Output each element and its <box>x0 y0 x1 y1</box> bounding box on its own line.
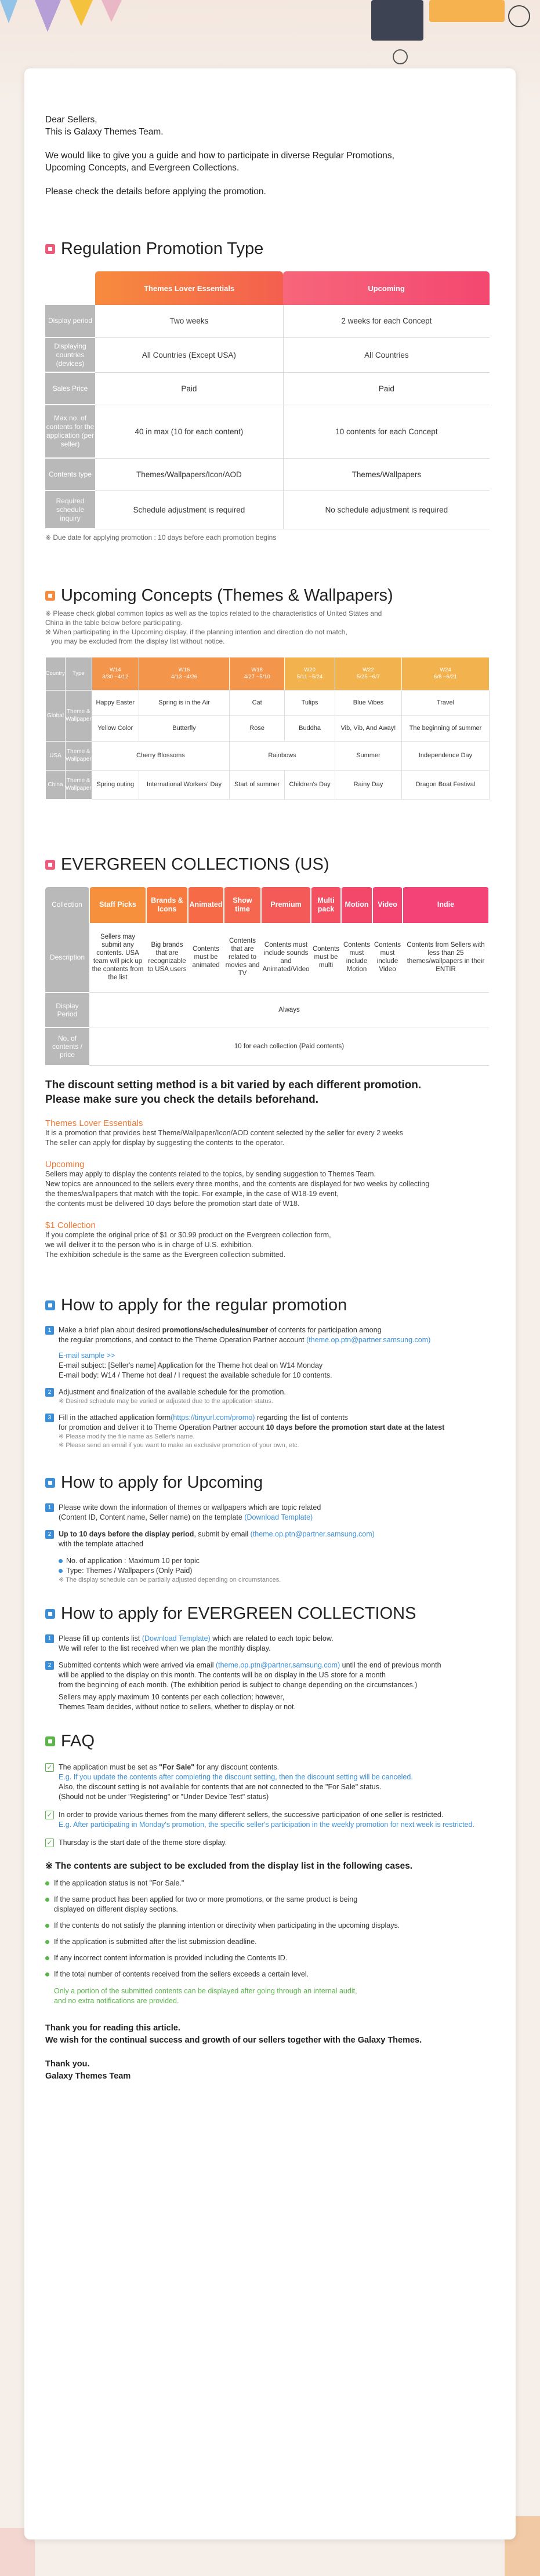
step-text: regarding the list of contents <box>255 1413 348 1422</box>
one-dollar-text-2: we will deliver it to the person who is in charge of U.S. exhibition. <box>45 1240 253 1249</box>
table-row <box>46 770 490 799</box>
topic-cell: Cherry Blossoms <box>92 741 229 770</box>
row-label: Display period <box>45 305 95 337</box>
cell: Themes/Wallpapers/Icon/AOD <box>95 458 283 491</box>
regulation-table <box>45 271 490 529</box>
evergreen-section <box>45 855 492 1066</box>
faq-item <box>45 1763 492 1802</box>
section-bullet-icon <box>45 244 55 254</box>
country-label: Global <box>46 690 66 741</box>
discount-lead-2: Please make sure you check the details beforehand. <box>45 1093 318 1106</box>
country-label: USA <box>46 741 66 770</box>
partner-email-link[interactable]: (theme.op.ptn@partner.samsung.com) <box>215 1661 340 1669</box>
email-sample-label: E-mail sample >> <box>59 1351 115 1360</box>
cell: Big brands that are recognizable to USA users <box>146 923 188 993</box>
tle-text-2: The seller can apply for display by suggesting the contents to the operator. <box>45 1138 285 1147</box>
step-text: Submitted contents which were arrived via email <box>59 1661 216 1669</box>
col-upcoming: Upcoming <box>283 271 490 305</box>
upcoming-title <box>45 586 492 605</box>
table-row <box>45 1027 489 1066</box>
one-dollar-title: $1 Collection <box>45 1220 96 1230</box>
regular-apply-section <box>45 1296 492 1450</box>
tle-text: It is a promotion that provides best Theme/Wallpaper/Icon/AOD content selected by the seller for every 2 weeks <box>45 1128 403 1137</box>
bullet-icon <box>45 1881 49 1885</box>
check-icon: ✓ <box>45 1839 54 1847</box>
step-text: will be applied to the display on this month. The contents will be on display in the US store for a month <box>59 1670 386 1679</box>
header-country: Country <box>46 657 66 690</box>
faq-item <box>45 1838 492 1848</box>
row-label: Contents type <box>45 458 95 491</box>
one-dollar-text-3: The exhibition schedule is the same as the Evergreen collection submitted. <box>45 1250 286 1259</box>
topic-cell: Happy Easter <box>92 690 139 715</box>
step-emphasis: promotions/schedules/number <box>162 1325 269 1334</box>
week-header: W22 5/25 ~6/7 <box>335 657 401 690</box>
header-collection: Collection <box>45 887 89 923</box>
topic-cell: Rose <box>230 715 285 741</box>
section-bullet-icon <box>45 860 55 870</box>
faq-text: for any discount contents. <box>194 1763 280 1771</box>
evergreen-apply-title <box>45 1604 492 1623</box>
table-row <box>45 923 489 993</box>
check-icon: ✓ <box>45 1763 54 1772</box>
topic-cell: The beginning of summer <box>401 715 489 741</box>
collection-video: Video <box>372 887 403 923</box>
check-icon: ✓ <box>45 1811 54 1819</box>
step-text: (Content ID, Content name, Seller name) on the template <box>59 1513 245 1521</box>
section-bullet-icon <box>45 1736 55 1746</box>
closing-signature: Galaxy Themes Team <box>45 2071 131 2081</box>
audit-note-2: and no extra notifications are provided. <box>54 1996 179 2005</box>
upcoming-section <box>45 586 492 800</box>
faq-example: E.g. After participating in Monday's promotion, the specific seller's participation in the weekly promotion for next week is restricted. <box>59 1820 474 1829</box>
step-2 <box>45 1387 492 1406</box>
step-text: Please fill up contents list <box>59 1634 142 1643</box>
closing <box>45 2022 492 2083</box>
intro-paragraph-2: Upcoming Concepts, and Evergreen Collections. <box>45 163 240 173</box>
collection-staff-picks: Staff Picks <box>89 887 146 923</box>
upcoming-title-text: Upcoming Concepts (Themes & Wallpapers) <box>61 586 393 605</box>
step-number-icon: 1 <box>45 1634 54 1643</box>
greeting: Dear Sellers, <box>45 115 97 125</box>
table-row <box>45 458 490 491</box>
collection-show-time: Show time <box>224 887 261 923</box>
collection-multi-pack: Multi pack <box>311 887 341 923</box>
faq-title <box>45 1732 492 1751</box>
partner-email-link[interactable]: (theme.op.ptn@partner.samsung.com) <box>250 1529 375 1538</box>
topic-cell: Dragon Boat Festival <box>401 770 489 799</box>
cell: Contents from Sellers with less than 25 themes/wallpapers in their ENTIR <box>403 923 489 993</box>
cell: Two weeks <box>95 305 283 337</box>
faq-item <box>45 1810 492 1830</box>
upcoming-text: Sellers may apply to display the contents related to the topics, by sending suggestion to Themes Team. <box>45 1169 376 1178</box>
collection-animated: Animated <box>188 887 224 923</box>
regulation-title-text: Regulation Promotion Type <box>61 239 264 258</box>
step-text: Sellers may apply maximum 10 contents per each collection; however, <box>59 1692 285 1701</box>
upcoming-note-cont: China in the table below before participating. <box>45 619 183 627</box>
topic-cell: Independence Day <box>401 741 489 770</box>
collection-motion: Motion <box>341 887 372 923</box>
regulation-section <box>45 239 492 542</box>
step-1 <box>45 1503 492 1523</box>
step-text: Adjustment and finalization of the available schedule for the promotion. <box>59 1387 286 1396</box>
topic-cell: Vib, Vib, And Away! <box>335 715 401 741</box>
intro-instruction: Please check the details before applying the promotion. <box>45 187 266 197</box>
evergreen-table <box>45 887 490 1066</box>
step-text: We will refer to the list received when we plan the monthly display. <box>59 1644 271 1652</box>
faq-title-text: FAQ <box>61 1731 95 1750</box>
sender: This is Galaxy Themes Team. <box>45 127 164 137</box>
cell: Sellers may submit any contents. USA team will pick up the contents from the list <box>89 923 146 993</box>
topic-cell: Blue Vibes <box>335 690 401 715</box>
faq-text: In order to provide various themes from the many different sellers, the successive participation of one seller is restricted. <box>59 1810 444 1819</box>
intro <box>45 114 492 198</box>
step-text: the regular promotions, and contact to the Theme Operation Partner account <box>59 1335 307 1344</box>
discount-lead: The discount setting method is a bit varied by each different promotion. <box>45 1078 422 1091</box>
bullet-icon <box>45 1972 49 1976</box>
evergreen-title <box>45 855 492 874</box>
cell: Contents must be multi <box>311 923 341 993</box>
step-number-icon: 2 <box>45 1661 54 1670</box>
faq-emphasis: "For Sale" <box>159 1763 195 1771</box>
faq-example: E.g. If you update the contents after completing the discount setting, then the discount setting will be canceled. <box>59 1772 413 1781</box>
closing-signoff: Thank you. <box>45 2059 90 2069</box>
topic-cell: Travel <box>401 690 489 715</box>
table-row <box>45 993 489 1027</box>
step-text: , submit by email <box>194 1529 251 1538</box>
week-header: W24 6/8 ~6/21 <box>401 657 489 690</box>
collection-premium: Premium <box>261 887 311 923</box>
closing-thanks: Thank you for reading this article. <box>45 2023 180 2033</box>
topic-cell: Spring outing <box>92 770 139 799</box>
row-label: Max no. of contents for the application (per seller) <box>45 405 95 458</box>
type-label: Theme & Wallpaper <box>66 690 92 741</box>
table-row <box>46 690 490 715</box>
faq-section <box>45 1732 492 2006</box>
section-bullet-icon <box>45 591 55 601</box>
step-3 <box>45 1413 492 1450</box>
section-bullet-icon <box>45 1609 55 1619</box>
upcoming-subtitle: Upcoming <box>45 1159 85 1169</box>
topic-cell: Children's Day <box>285 770 335 799</box>
step-emphasis: Up to 10 days before the display period <box>59 1529 194 1538</box>
topic-cell: Tulips <box>285 690 335 715</box>
row-label: Displaying countries (devices) <box>45 337 95 372</box>
list-item: Type: Themes / Wallpapers (Only Paid) <box>59 1566 375 1576</box>
step-text: Please write down the information of themes or wallpapers which are topic related <box>59 1503 321 1512</box>
step-text: Themes Team decides, without notice to sellers, whether to display or not. <box>59 1702 296 1711</box>
step-note: ※ The display schedule can be partially adjusted depending on circumstances. <box>59 1576 281 1583</box>
bullet-icon <box>59 1559 63 1563</box>
upcoming-text-2: New topics are announced to the sellers every three months, and the contents are displayed for two weeks by collecting <box>45 1179 430 1188</box>
table-row <box>45 405 490 458</box>
upcoming-note-2: ※ When participating in the Upcoming display, if the planning intention and direction do not match, <box>45 628 347 636</box>
step-text: of contents for participation among <box>268 1325 382 1334</box>
one-dollar-text: If you complete the original price of $1 or $0.99 product on the Evergreen collection form, <box>45 1230 331 1239</box>
collection-brands-icons: Brands & Icons <box>146 887 188 923</box>
step-text: for promotion and deliver it to Theme Operation Partner account <box>59 1423 266 1431</box>
list-item: If the total number of contents received from the sellers exceeds a certain level. <box>45 1970 492 1979</box>
closing-wish: We wish for the continual success and growth of our sellers together with the Galaxy Themes. <box>45 2035 422 2045</box>
week-header: W18 4/27 ~5/10 <box>230 657 285 690</box>
cell: All Countries <box>283 337 490 372</box>
cell: Contents must include Video <box>372 923 403 993</box>
step-note: ※ Please modify the file name as Seller's name. <box>59 1433 195 1440</box>
audit-note: Only a portion of the submitted contents can be displayed after going through an internal audit, <box>54 1986 357 1995</box>
col-themes-lover: Themes Lover Essentials <box>95 271 283 305</box>
row-label: Sales Price <box>45 372 95 405</box>
faq-text: Also, the discount setting is not available for contents that are not connected to the "For Sale" status. <box>59 1782 382 1791</box>
cell: Always <box>89 993 489 1027</box>
type-label: Theme & Wallpaper <box>66 741 92 770</box>
bullet-icon <box>59 1569 63 1573</box>
regulation-title <box>45 239 492 259</box>
topic-cell: Rainbows <box>230 741 335 770</box>
download-template-link[interactable]: (Download Template) <box>244 1513 313 1521</box>
exclusion-title: ※ The contents are subject to be excluded from the display list in the following cases. <box>45 1861 413 1871</box>
step-note: ※ Please send an email if you want to make an exclusive promotion of your own, etc. <box>59 1441 299 1449</box>
cell: 10 for each collection (Paid contents) <box>89 1027 489 1066</box>
step-note: ※ Desired schedule may be varied or adjusted due to the application status. <box>59 1397 273 1405</box>
step-number-icon: 2 <box>45 1530 54 1539</box>
week-header: W14 3/30 ~4/12 <box>92 657 139 690</box>
table-row <box>45 305 490 337</box>
topic-cell: Buddha <box>285 715 335 741</box>
table-row <box>45 372 490 405</box>
list-item: If the same product has been applied for two or more promotions, or the same product is being displayed on different display sections. <box>45 1895 492 1914</box>
list-item: No. of application : Maximum 10 per topic <box>59 1556 375 1566</box>
cell: Paid <box>95 372 283 405</box>
cell: Themes/Wallpapers <box>283 458 490 491</box>
cell: Schedule adjustment is required <box>95 491 283 529</box>
row-label: Display Period <box>45 993 89 1027</box>
cell: Contents must include sounds and Animated/Video <box>261 923 311 993</box>
download-template-link[interactable]: (Download Template) <box>142 1634 211 1643</box>
table-row <box>46 741 490 770</box>
week-header: W20 5/11 ~5/24 <box>285 657 335 690</box>
upcoming-apply-title-text: How to apply for Upcoming <box>61 1473 263 1492</box>
faq-text: (Should not be under "Registering" or "Under Device Test" status) <box>59 1792 269 1801</box>
step-1 <box>45 1634 492 1654</box>
list-item: If any incorrect content information is provided including the Contents ID. <box>45 1953 492 1963</box>
step-text: with the template attached <box>59 1539 143 1548</box>
cell: 40 in max (10 for each content) <box>95 405 283 458</box>
section-bullet-icon <box>45 1300 55 1310</box>
regulation-note: ※ Due date for applying promotion : 10 days before each promotion begins <box>45 533 277 542</box>
country-label: China <box>46 770 66 799</box>
intro-paragraph: We would like to give you a guide and how to participate in diverse Regular Promotions, <box>45 151 394 161</box>
step-text: from the beginning of each month. (The exhibition period is subject to change depending on the circumstances.) <box>59 1680 418 1689</box>
cell: Paid <box>283 372 490 405</box>
tle-title: Themes Lover Essentials <box>45 1118 143 1128</box>
application-form-link[interactable]: (https://tinyurl.com/promo) <box>171 1413 255 1422</box>
cell: No schedule adjustment is required <box>283 491 490 529</box>
step-number-icon: 2 <box>45 1388 54 1397</box>
cell: Contents must include Motion <box>341 923 372 993</box>
cell: All Countries (Except USA) <box>95 337 283 372</box>
step-number-icon: 1 <box>45 1326 54 1335</box>
faq-text: Thursday is the start date of the theme store display. <box>59 1838 227 1847</box>
row-label: No. of contents / price <box>45 1027 89 1066</box>
step-text: which are related to each topic below. <box>210 1634 334 1643</box>
step-text: Fill in the attached application form <box>59 1413 171 1422</box>
cell: 10 contents for each Concept <box>283 405 490 458</box>
collection-indie: Indie <box>403 887 489 923</box>
step-2 <box>45 1529 492 1585</box>
header-type: Type <box>66 657 92 690</box>
row-label: Description <box>45 923 89 993</box>
step-emphasis: 10 days before the promotion start date at the latest <box>266 1423 445 1431</box>
row-label: Required schedule inquiry <box>45 491 95 529</box>
email-sample-subject: E-mail subject: [Seller's name] Application for the Theme hot deal on W14 Monday <box>59 1361 323 1369</box>
table-row <box>46 715 490 741</box>
bullet-icon <box>45 1956 49 1960</box>
cell: Contents must be animated <box>188 923 224 993</box>
regular-apply-title-text: How to apply for the regular promotion <box>61 1295 347 1314</box>
table-row <box>45 491 490 529</box>
section-bullet-icon <box>45 1478 55 1488</box>
upcoming-apply-title <box>45 1473 492 1492</box>
bullet-icon <box>45 1924 49 1928</box>
step-number-icon: 3 <box>45 1414 54 1422</box>
topic-cell: Summer <box>335 741 401 770</box>
upcoming-note-2-cont: you may be excluded from the display list without notice. <box>51 637 225 645</box>
list-item: If the application is submitted after the list submission deadline. <box>45 1937 492 1947</box>
topic-cell: Cat <box>230 690 285 715</box>
newsletter-page <box>24 68 516 2539</box>
regular-apply-title <box>45 1296 492 1315</box>
email-sample-body: E-mail body: W14 / Theme hot deal / I request the available schedule for 10 contents. <box>59 1371 332 1379</box>
discount-section <box>45 1078 492 1260</box>
cell: 2 weeks for each Concept <box>283 305 490 337</box>
topic-cell: Start of summer <box>230 770 285 799</box>
upcoming-text-4: the contents must be delivered 10 days before the promotion start date of W18. <box>45 1199 300 1208</box>
upcoming-table <box>45 657 490 800</box>
bullet-icon <box>45 1898 49 1902</box>
topic-cell: International Workers' Day <box>139 770 229 799</box>
list-item: If the application status is not "For Sale." <box>45 1879 492 1888</box>
cell: Contents that are related to movies and TV <box>224 923 261 993</box>
step-text: Make a brief plan about desired <box>59 1325 162 1334</box>
upcoming-text-3: the themes/wallpapers that match with the topic. For example, in the case of W18-19 event, <box>45 1189 339 1198</box>
week-header: W16 4/13 ~4/26 <box>139 657 229 690</box>
type-label: Theme & Wallpaper <box>66 770 92 799</box>
step-number-icon: 1 <box>45 1503 54 1512</box>
upcoming-note: ※ Please check global common topics as well as the topics related to the characteristics of United States and <box>45 609 382 617</box>
evergreen-apply-title-text: How to apply for EVERGREEN COLLECTIONS <box>61 1604 416 1623</box>
partner-email-link[interactable]: (theme.op.ptn@partner.samsung.com) <box>306 1335 431 1344</box>
bullet-icon <box>45 1940 49 1944</box>
topic-cell: Spring is in the Air <box>139 690 229 715</box>
step-1 <box>45 1325 492 1380</box>
list-item: If the contents do not satisfy the planning intention or directivity when participating in the upcoming displays. <box>45 1921 492 1931</box>
topic-cell: Yellow Color <box>92 715 139 741</box>
topic-cell: Rainy Day <box>335 770 401 799</box>
bunting-decoration <box>0 0 540 75</box>
table-row <box>45 337 490 372</box>
evergreen-apply-section <box>45 1604 492 1712</box>
topic-cell: Butterfly <box>139 715 229 741</box>
step-2 <box>45 1661 492 1712</box>
step-text: until the end of previous month <box>340 1661 441 1669</box>
upcoming-apply-section <box>45 1473 492 1585</box>
evergreen-title-text: EVERGREEN COLLECTIONS (US) <box>61 855 329 874</box>
faq-text: The application must be set as <box>59 1763 160 1771</box>
